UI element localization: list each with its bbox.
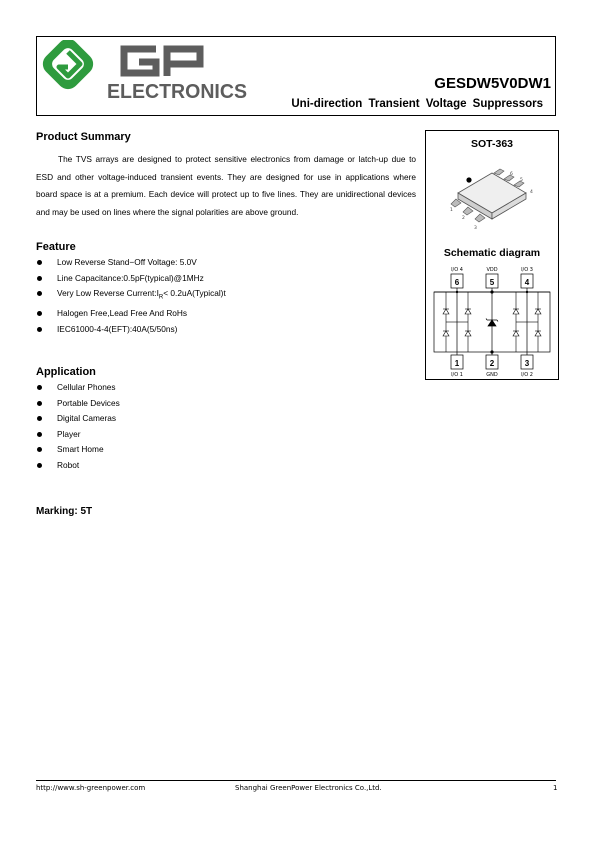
package-title: SOT-363	[470, 138, 514, 150]
current-value: < 0.2uA(Typical)t	[163, 288, 226, 299]
summary-paragraph	[36, 151, 416, 221]
pin-2: 2	[489, 359, 495, 368]
pin-number-4: 4	[530, 190, 533, 195]
list-item: Robot	[36, 458, 416, 474]
pin-6: 6	[454, 278, 460, 287]
pin-3: 3	[524, 359, 530, 368]
marking-label: Marking: 5T	[36, 506, 93, 517]
zener-diode-icon	[486, 319, 498, 327]
summary-text: The TVS arrays are designed to protect sensitive electronics from damage or latch-up due to ESD and other voltage-induced transient events. They are designed for use in applications where board space is at a premium. Each device will protect up to five lines. They are unidirectional devices and may be used on lines where the signal polarities are above ground.	[36, 154, 416, 217]
label-io2: I/O 2	[521, 372, 533, 378]
pin-1: 1	[454, 359, 460, 368]
page-number: 1	[553, 784, 558, 792]
current-subscript: R	[158, 294, 164, 301]
pin-number-2: 2	[462, 216, 465, 221]
list-item: Line Capacitance:0.5pF(typical)@1MHz	[36, 271, 416, 287]
pin-4: 4	[524, 278, 530, 287]
logo-subtext: ELECTRONICS	[107, 81, 247, 102]
footer-company: Shanghai GreenPower Electronics Co.,Ltd.	[235, 784, 382, 792]
summary-heading: Product Summary	[36, 131, 131, 143]
gp-electronics-logo	[38, 40, 253, 102]
label-gnd: GND	[486, 372, 498, 378]
list-item: Halogen Free,Lead Free And RoHs	[36, 306, 416, 322]
part-number: GESDW5V0DW1	[434, 75, 551, 92]
application-list	[36, 380, 416, 474]
label-io3: I/O 3	[521, 267, 533, 273]
pin-number-5: 5	[520, 178, 523, 183]
feature-list	[36, 255, 416, 338]
label-io4: I/O 4	[451, 267, 463, 273]
schematic-title: Schematic diagram	[443, 247, 541, 259]
application-heading: Application	[36, 366, 96, 378]
logo-diamond-icon	[38, 40, 97, 94]
label-vdd: VDD	[486, 267, 498, 273]
list-item: Digital Cameras	[36, 411, 416, 427]
current-label: Very Low Reverse Current:I	[57, 288, 159, 299]
pin-number-1: 1	[450, 208, 453, 213]
list-item: IEC61000-4-4(EFT):40A(5/50ns)	[36, 322, 416, 338]
footer-divider	[36, 780, 556, 781]
schematic-diagram	[427, 262, 557, 378]
sot363-package-drawing	[448, 163, 538, 233]
list-item: Smart Home	[36, 442, 416, 458]
list-item: Player	[36, 427, 416, 443]
footer-url[interactable]: http://www.sh-greenpower.com	[36, 784, 146, 792]
label-io1: I/O 1	[451, 372, 463, 378]
list-item: Cellular Phones	[36, 380, 416, 396]
feature-heading: Feature	[36, 241, 76, 253]
pin-5: 5	[489, 278, 495, 287]
pin1-dot-icon	[466, 177, 471, 182]
list-item	[36, 286, 416, 306]
list-item: Portable Devices	[36, 396, 416, 412]
pin-number-3: 3	[474, 226, 477, 231]
pin-number-6: 6	[510, 172, 513, 177]
list-item: Low Reverse Stand−Off Voltage: 5.0V	[36, 255, 416, 271]
document-subtitle: Uni-direction Transient Voltage Suppressors	[291, 98, 543, 110]
